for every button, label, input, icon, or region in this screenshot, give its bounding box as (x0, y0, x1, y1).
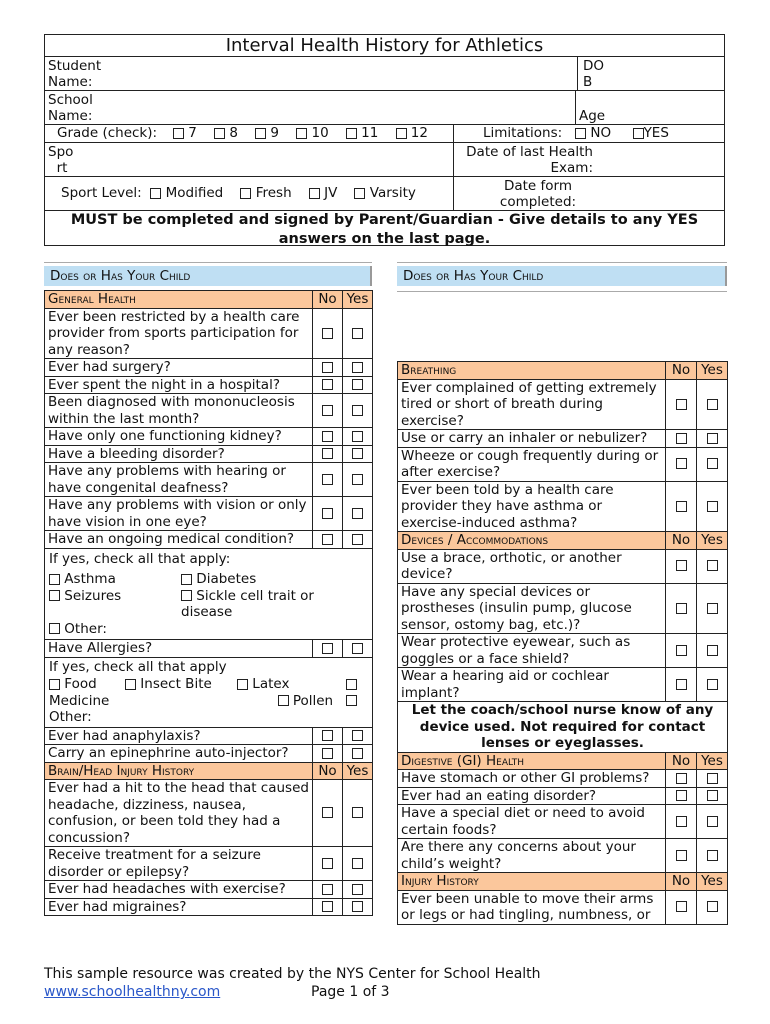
left-question-table (44, 290, 373, 916)
no-checkbox[interactable] (666, 549, 697, 583)
devices-note: Let the coach/school nurse know of any device used. Not required for contact lenses or eyeglasses. (398, 702, 728, 753)
no-checkbox[interactable] (666, 379, 697, 430)
grade-checkbox-10[interactable]: 10 (296, 125, 328, 141)
last-exam-label: Date of last Health Exam: (466, 144, 593, 176)
yes-checkbox[interactable] (343, 727, 373, 745)
question-row: Are there any concerns about your child’s weight? (398, 839, 728, 873)
no-checkbox[interactable] (313, 640, 343, 658)
question-row: Ever been unable to move their arms or legs or had tingling, numbness, or (398, 890, 728, 924)
yes-checkbox[interactable] (697, 379, 728, 430)
grade-label: Grade (check): (57, 125, 158, 141)
yes-checkbox[interactable] (343, 445, 373, 463)
allergies-prompt: If yes, check all that apply (49, 658, 227, 675)
school-name-row (45, 91, 724, 125)
devices-header: Devices / Accommodations No Yes (398, 532, 728, 550)
yes-checkbox[interactable] (343, 780, 373, 847)
limitations-no-checkbox[interactable]: NO (575, 125, 611, 141)
yes-checkbox[interactable] (697, 787, 728, 805)
allergy-latex-checkbox[interactable]: Latex (237, 676, 317, 693)
question-row: Ever complained of getting extremely tired or short of breath during exercise? (398, 379, 728, 430)
yes-checkbox[interactable] (343, 847, 373, 881)
student-info-header (44, 34, 725, 246)
limitations-group (483, 125, 669, 141)
yes-checkbox[interactable] (697, 583, 728, 634)
level-jv-checkbox[interactable]: JV (309, 185, 338, 201)
grade-row (45, 125, 724, 143)
form-title: Interval Health History for Athletics (225, 35, 544, 56)
parent-guardian-notice: MUST be completed and signed by Parent/Guardian - Give details to any YES answers on the last page. (70, 212, 699, 247)
no-checkbox[interactable] (666, 890, 697, 924)
right-question-table (397, 361, 728, 925)
brain-injury-header: Brain/Head Injury History No Yes (45, 762, 373, 780)
sport-level-row (45, 177, 724, 211)
injury-history-header: Injury History No Yes (398, 873, 728, 891)
question-row: Been diagnosed with mononucleosis within the last month? (45, 394, 373, 428)
question-row: Ever been restricted by a health care provider from sports participation for any reason? (45, 308, 373, 359)
question-row: Ever had anaphylaxis? (45, 727, 373, 745)
no-checkbox[interactable] (666, 805, 697, 839)
yes-checkbox[interactable] (343, 531, 373, 549)
question-row: Have only one functioning kidney? (45, 428, 373, 446)
yes-checkbox[interactable] (697, 839, 728, 873)
no-checkbox[interactable] (313, 308, 343, 359)
question-row: Ever had headaches with exercise? (45, 881, 373, 899)
no-checkbox[interactable] (666, 481, 697, 532)
conditions-prompt: If yes, check all that apply: (49, 550, 231, 567)
question-row: Ever spent the night in a hospital? (45, 376, 373, 394)
yes-checkbox[interactable] (343, 497, 373, 531)
sport-label: Spo rt (48, 144, 74, 176)
yes-checkbox[interactable] (697, 481, 728, 532)
conditions-block (45, 548, 373, 640)
question-row: Wear a hearing aid or cochlear implant? (398, 668, 728, 702)
question-row: Ever had an eating disorder? (398, 787, 728, 805)
no-checkbox[interactable] (666, 839, 697, 873)
question-row: Wheeze or cough frequently during or after exercise? (398, 447, 728, 481)
limitations-yes-checkbox[interactable]: YES (633, 125, 669, 141)
breathing-header: Breathing No Yes (398, 362, 728, 380)
level-fresh-checkbox[interactable]: Fresh (240, 185, 291, 201)
question-row: Ever had a hit to the head that caused headache, dizziness, nausea, confusion, or been told they had a concussion? (45, 780, 373, 847)
no-checkbox[interactable] (666, 634, 697, 668)
sport-level-label: Sport Level: (61, 185, 142, 201)
no-checkbox[interactable] (666, 447, 697, 481)
no-checkbox[interactable] (313, 881, 343, 899)
no-checkbox[interactable] (666, 770, 697, 788)
allergy-pollen-checkbox[interactable]: Pollen (229, 693, 357, 710)
no-checkbox[interactable] (666, 787, 697, 805)
yes-checkbox[interactable] (343, 745, 373, 763)
grade-options (173, 125, 428, 141)
question-row: Carry an epinephrine auto-injector? (45, 745, 373, 763)
question-row: Ever been told by a health care provider they have asthma or exercise-induced asthma? (398, 481, 728, 532)
no-checkbox[interactable] (313, 445, 343, 463)
question-row: Have an ongoing medical condition? (45, 531, 373, 549)
school-name-label: School Name: (48, 92, 93, 124)
question-row: Ever had migraines? (45, 898, 373, 916)
question-row: Use a brace, orthotic, or another device? (398, 549, 728, 583)
limitations-label: Limitations: (483, 125, 563, 141)
yes-checkbox[interactable] (697, 770, 728, 788)
yes-checkbox[interactable] (697, 668, 728, 702)
yes-checkbox[interactable] (697, 805, 728, 839)
condition-other-checkbox[interactable]: Other: (49, 621, 359, 638)
yes-checkbox[interactable] (697, 890, 728, 924)
allergy-food-checkbox[interactable]: Food (49, 676, 125, 693)
no-checkbox[interactable] (313, 376, 343, 394)
question-row: Have any special devices or prostheses (insulin pump, glucose sensor, ostomy bag, etc.)? (398, 583, 728, 634)
sport-level-group (61, 185, 416, 201)
allergies-block (45, 657, 373, 727)
yes-checkbox[interactable] (343, 308, 373, 359)
question-row: Have any problems with vision or only have vision in one eye? (45, 497, 373, 531)
no-checkbox[interactable] (313, 394, 343, 428)
question-row: Wear protective eyewear, such as goggles or a face shield? (398, 634, 728, 668)
no-checkbox[interactable] (313, 898, 343, 916)
yes-checkbox[interactable] (697, 447, 728, 481)
no-checkbox[interactable] (313, 359, 343, 377)
student-name-label: Student Name: (48, 58, 102, 90)
yes-checkbox[interactable] (343, 359, 373, 377)
right-section-title: Does or Has Your Child (397, 266, 727, 286)
grade-checkbox-11[interactable]: 11 (346, 125, 378, 141)
condition-sickle-cell-checkbox[interactable]: Sickle cell trait or disease (181, 587, 314, 620)
footer-credit: This sample resource was created by the NYS Center for School Health (44, 966, 541, 982)
question-row: Receive treatment for a seizure disorder or epilepsy? (45, 847, 373, 881)
grade-checkbox-7[interactable]: 7 (173, 125, 197, 141)
no-checkbox[interactable] (313, 463, 343, 497)
yes-checkbox[interactable] (343, 394, 373, 428)
no-checkbox[interactable] (313, 847, 343, 881)
left-section-title: Does or Has Your Child (44, 266, 372, 286)
yes-checkbox[interactable] (343, 428, 373, 446)
grade-checkbox-9[interactable]: 9 (255, 125, 279, 141)
title-row (45, 35, 724, 57)
no-checkbox[interactable] (313, 428, 343, 446)
question-row: Ever had surgery? (45, 359, 373, 377)
no-checkbox[interactable] (313, 780, 343, 847)
condition-asthma-checkbox[interactable]: Asthma (49, 571, 181, 588)
question-row: Use or carry an inhaler or nebulizer? (398, 430, 728, 448)
yes-checkbox[interactable] (343, 376, 373, 394)
grade-checkbox-8[interactable]: 8 (214, 125, 238, 141)
yes-checkbox[interactable] (343, 881, 373, 899)
level-varsity-checkbox[interactable]: Varsity (354, 185, 415, 201)
no-checkbox[interactable] (666, 668, 697, 702)
general-health-header: General Health No Yes (45, 291, 373, 309)
no-checkbox[interactable] (313, 727, 343, 745)
footer-link[interactable]: www.schoolhealthny.com (44, 984, 221, 1000)
yes-checkbox[interactable] (697, 549, 728, 583)
question-row: Have Allergies? (45, 640, 373, 658)
allergy-medicine-checkbox[interactable] (317, 676, 357, 693)
no-checkbox[interactable] (313, 497, 343, 531)
question-row: Have any problems with hearing or have congenital deafness? (45, 463, 373, 497)
student-name-row (45, 57, 724, 91)
level-modified-checkbox[interactable]: Modified (150, 185, 223, 201)
allergy-other-label: Other: (49, 709, 92, 725)
yes-checkbox[interactable] (343, 898, 373, 916)
yes-checkbox[interactable] (697, 430, 728, 448)
no-checkbox[interactable] (313, 531, 343, 549)
page-number: Page 1 of 3 (311, 984, 390, 1000)
allergy-insect-bite-checkbox[interactable]: Insect Bite (125, 676, 237, 693)
condition-seizures-checkbox[interactable]: Seizures (49, 588, 181, 621)
yes-checkbox[interactable] (343, 463, 373, 497)
sport-row (45, 143, 724, 177)
digestive-header: Digestive (GI) Health No Yes (398, 752, 728, 770)
no-checkbox[interactable] (313, 745, 343, 763)
grade-checkbox-12[interactable]: 12 (396, 125, 428, 141)
yes-checkbox[interactable] (343, 640, 373, 658)
allergy-medicine-label: Medicine (49, 692, 110, 709)
yes-checkbox[interactable] (697, 634, 728, 668)
question-row: Have a bleeding disorder? (45, 445, 373, 463)
dob-label: DO B (583, 58, 605, 90)
question-row: Have a special diet or need to avoid certain foods? (398, 805, 728, 839)
date-completed-label: Date form completed: (499, 178, 577, 210)
condition-diabetes-checkbox[interactable]: Diabetes (181, 571, 361, 588)
devices-note-row (398, 702, 728, 753)
no-checkbox[interactable] (666, 583, 697, 634)
no-checkbox[interactable] (666, 430, 697, 448)
age-label: Age (579, 108, 606, 124)
question-row: Have stomach or other GI problems? (398, 770, 728, 788)
